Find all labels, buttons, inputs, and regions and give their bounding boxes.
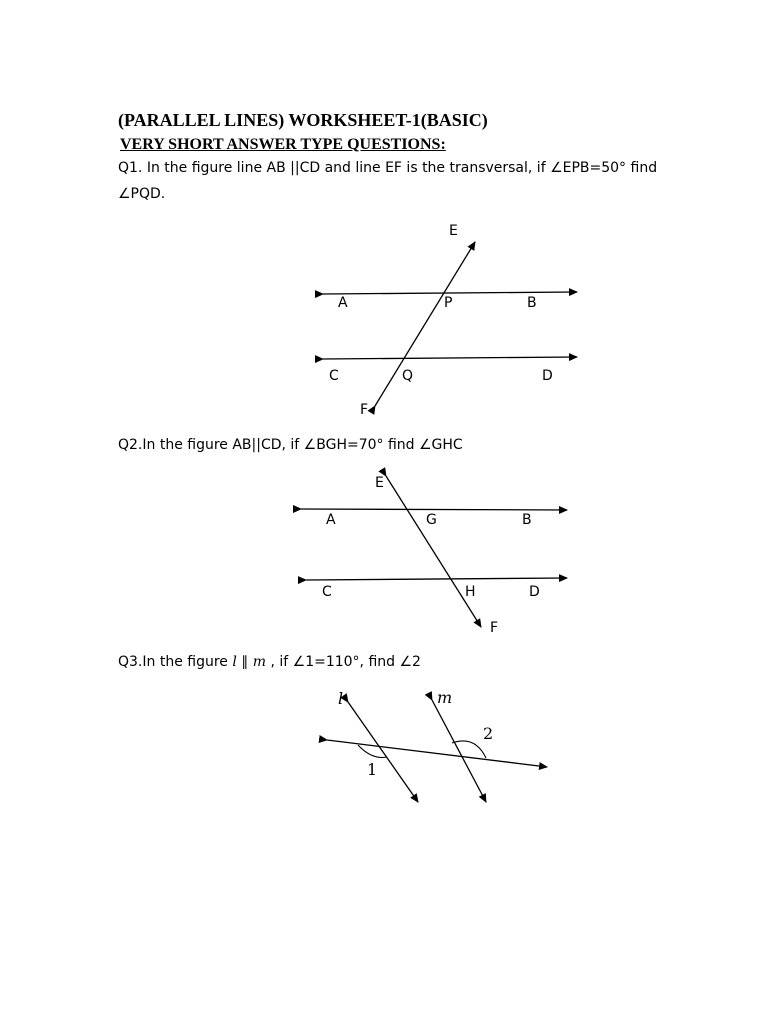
figure-3-line-l (348, 702, 418, 802)
figure-1-label-c: C (329, 368, 339, 384)
question-1-line-2: ∠PQD. (118, 186, 166, 202)
figure-1-line-cd (323, 357, 577, 359)
figure-3-label-1: 1 (367, 760, 378, 779)
figure-1-label-f: F (360, 402, 369, 418)
question-3-parallel-symbol: ∥ (236, 654, 253, 670)
figure-1-label-b: B (527, 295, 537, 311)
figure-2-line-cd (306, 578, 567, 580)
figure-2-label-a: A (326, 512, 336, 528)
figure-1-label-a: A (338, 295, 348, 311)
figure-1-label-q: Q (402, 368, 414, 384)
figure-3-label-m: m (437, 688, 453, 707)
figure-1-label-d: D (542, 368, 553, 384)
figure-1-transversal-ef (375, 242, 475, 406)
figure-2-label-f: F (490, 620, 499, 636)
figure-2-label-h: H (465, 584, 476, 600)
figure-1-label-p: P (444, 295, 453, 311)
figure-3-label-l: l (338, 689, 344, 708)
figure-1-line-ab (323, 292, 577, 294)
figure-1 (323, 223, 577, 418)
figure-2-label-c: C (322, 584, 332, 600)
question-3-suffix: , if ∠1=110°, find ∠2 (266, 654, 421, 670)
question-3-line-m: m (252, 654, 267, 670)
figure-3-label-2: 2 (483, 724, 494, 743)
figure-3-line-m (432, 700, 486, 802)
figure-2-line-ab (301, 509, 567, 510)
section-heading: VERY SHORT ANSWER TYPE QUESTIONS: (120, 136, 446, 153)
figure-3 (327, 688, 547, 802)
figure-2-label-b: B (522, 512, 532, 528)
figure-2-transversal-ef (386, 476, 481, 627)
question-1-line-1: Q1. In the figure line AB ||CD and line EF is the transversal, if ∠EPB=50° find (118, 160, 658, 176)
figure-2-label-g: G (426, 512, 437, 528)
figure-3-transversal (327, 740, 547, 767)
question-2: Q2.In the figure AB||CD, if ∠BGH=70° find ∠GHC (118, 437, 463, 453)
figure-2 (301, 475, 567, 636)
figure-2-label-d: D (529, 584, 540, 600)
worksheet-title: (PARALLEL LINES) WORKSHEET-1(BASIC) (118, 110, 488, 130)
figure-1-label-e: E (449, 223, 458, 239)
figure-2-label-e: E (375, 475, 384, 491)
question-3-line-l: l (232, 654, 237, 670)
question-3-prefix: Q3.In the figure (118, 654, 233, 670)
